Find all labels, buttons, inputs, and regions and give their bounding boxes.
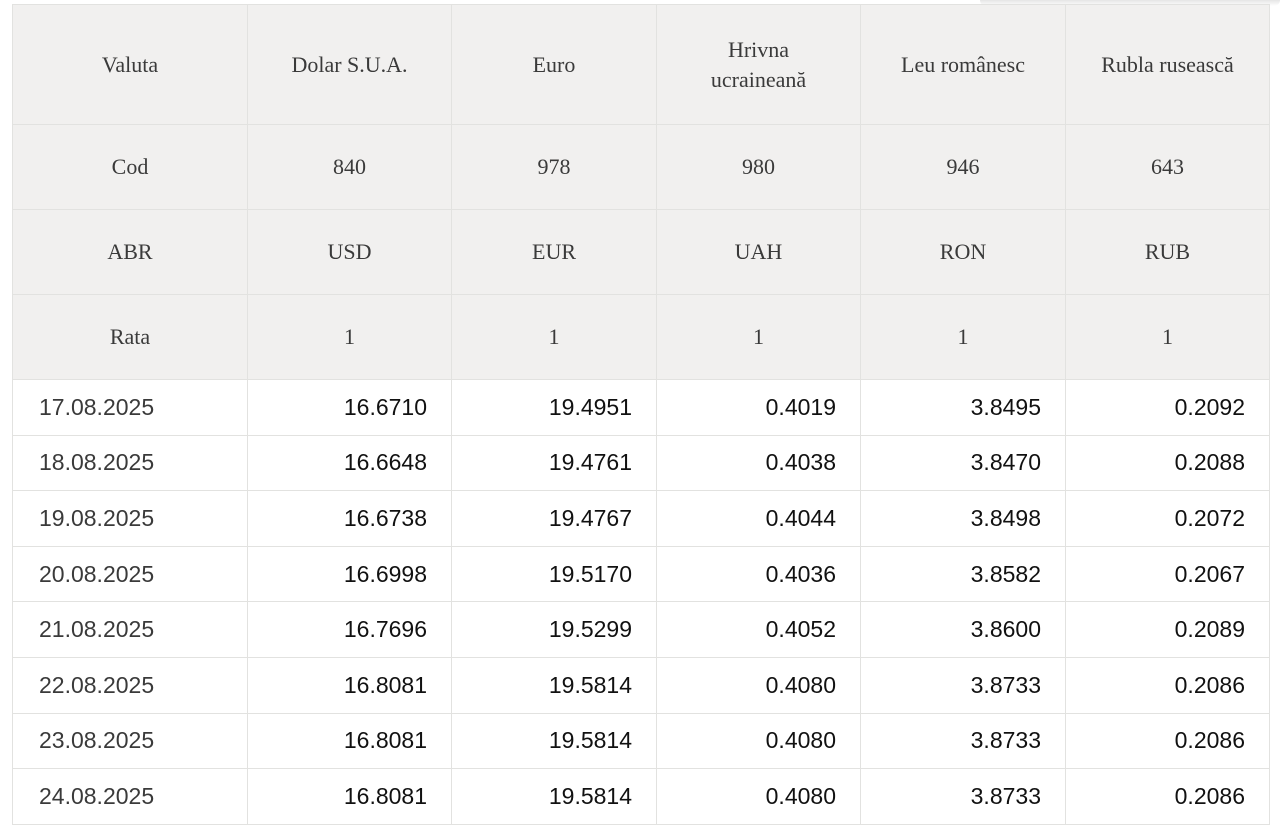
- exchange-rates-table: [12, 4, 1270, 825]
- date-cell: 18.08.2025: [13, 435, 248, 491]
- header-row-abr: [13, 210, 1270, 295]
- header-currency-ron: [861, 5, 1066, 125]
- header-currency-rub: [1066, 5, 1270, 125]
- rate-value-eur: 19.5170: [452, 546, 657, 602]
- table-row: [13, 435, 1270, 491]
- header-label-valuta: Valuta: [13, 5, 248, 125]
- code-cell: 643: [1066, 125, 1270, 210]
- rate-value-eur: 19.5299: [452, 602, 657, 658]
- rate-value-ron: 3.8733: [861, 713, 1066, 769]
- rate-value-rub: 0.2067: [1066, 546, 1270, 602]
- abr-cell: UAH: [657, 210, 861, 295]
- header-label-abr: ABR: [13, 210, 248, 295]
- rate-value-usd: 16.6710: [248, 380, 452, 436]
- header-row-code: [13, 125, 1270, 210]
- rate-value-usd: 16.6738: [248, 491, 452, 547]
- date-cell: 19.08.2025: [13, 491, 248, 547]
- rate-value-eur: 19.4767: [452, 491, 657, 547]
- table-row: [13, 657, 1270, 713]
- rate-cell: 1: [1066, 295, 1270, 380]
- rate-value-uah: 0.4036: [657, 546, 861, 602]
- rate-value-uah: 0.4044: [657, 491, 861, 547]
- header-row-currency-name: [13, 5, 1270, 125]
- rate-value-rub: 0.2089: [1066, 602, 1270, 658]
- table-row: [13, 491, 1270, 547]
- rate-value-ron: 3.8495: [861, 380, 1066, 436]
- rate-value-usd: 16.7696: [248, 602, 452, 658]
- rate-value-ron: 3.8470: [861, 435, 1066, 491]
- table-row: [13, 546, 1270, 602]
- rate-value-usd: 16.6648: [248, 435, 452, 491]
- rate-value-uah: 0.4080: [657, 713, 861, 769]
- table-row: [13, 602, 1270, 658]
- abr-cell: RUB: [1066, 210, 1270, 295]
- rate-value-rub: 0.2086: [1066, 769, 1270, 825]
- rate-value-eur: 19.4951: [452, 380, 657, 436]
- rate-value-rub: 0.2086: [1066, 713, 1270, 769]
- rate-value-ron: 3.8600: [861, 602, 1066, 658]
- abr-cell: USD: [248, 210, 452, 295]
- rate-value-usd: 16.6998: [248, 546, 452, 602]
- header-currency-uah: [657, 5, 861, 125]
- rate-value-eur: 19.5814: [452, 657, 657, 713]
- rate-value-uah: 0.4080: [657, 657, 861, 713]
- rate-value-ron: 3.8498: [861, 491, 1066, 547]
- rate-value-ron: 3.8582: [861, 546, 1066, 602]
- rate-value-eur: 19.5814: [452, 713, 657, 769]
- table-row: [13, 769, 1270, 825]
- rate-value-uah: 0.4019: [657, 380, 861, 436]
- currency-name: Leu românesc: [901, 51, 1025, 77]
- abr-cell: RON: [861, 210, 1066, 295]
- rate-value-rub: 0.2086: [1066, 657, 1270, 713]
- currency-name: Dolar S.U.A.: [291, 51, 408, 77]
- rate-cell: 1: [657, 295, 861, 380]
- date-cell: 17.08.2025: [13, 380, 248, 436]
- table-body: [13, 380, 1270, 825]
- currency-name: Euro: [532, 51, 576, 77]
- rate-value-eur: 19.4761: [452, 435, 657, 491]
- rate-value-ron: 3.8733: [861, 769, 1066, 825]
- code-cell: 946: [861, 125, 1066, 210]
- header-currency-eur: [452, 5, 657, 125]
- rate-value-uah: 0.4080: [657, 769, 861, 825]
- currency-name: Rubla rusească: [1101, 51, 1234, 77]
- rate-value-rub: 0.2092: [1066, 380, 1270, 436]
- date-cell: 23.08.2025: [13, 713, 248, 769]
- abr-cell: EUR: [452, 210, 657, 295]
- code-cell: 980: [657, 125, 861, 210]
- date-cell: 21.08.2025: [13, 602, 248, 658]
- rate-value-usd: 16.8081: [248, 769, 452, 825]
- header-row-rate: [13, 295, 1270, 380]
- rate-cell: 1: [248, 295, 452, 380]
- date-cell: 20.08.2025: [13, 546, 248, 602]
- rate-value-uah: 0.4038: [657, 435, 861, 491]
- table-row: [13, 380, 1270, 436]
- rate-value-usd: 16.8081: [248, 713, 452, 769]
- header-currency-usd: [248, 5, 452, 125]
- code-cell: 840: [248, 125, 452, 210]
- currency-name: Hrivna ucraineană: [710, 36, 807, 92]
- rate-value-usd: 16.8081: [248, 657, 452, 713]
- rate-cell: 1: [452, 295, 657, 380]
- rate-cell: 1: [861, 295, 1066, 380]
- rate-value-ron: 3.8733: [861, 657, 1066, 713]
- rate-value-uah: 0.4052: [657, 602, 861, 658]
- code-cell: 978: [452, 125, 657, 210]
- table-header: [13, 5, 1270, 380]
- date-cell: 24.08.2025: [13, 769, 248, 825]
- rate-value-rub: 0.2072: [1066, 491, 1270, 547]
- rate-value-eur: 19.5814: [452, 769, 657, 825]
- date-cell: 22.08.2025: [13, 657, 248, 713]
- header-label-cod: Cod: [13, 125, 248, 210]
- rate-value-rub: 0.2088: [1066, 435, 1270, 491]
- header-label-rata: Rata: [13, 295, 248, 380]
- table-row: [13, 713, 1270, 769]
